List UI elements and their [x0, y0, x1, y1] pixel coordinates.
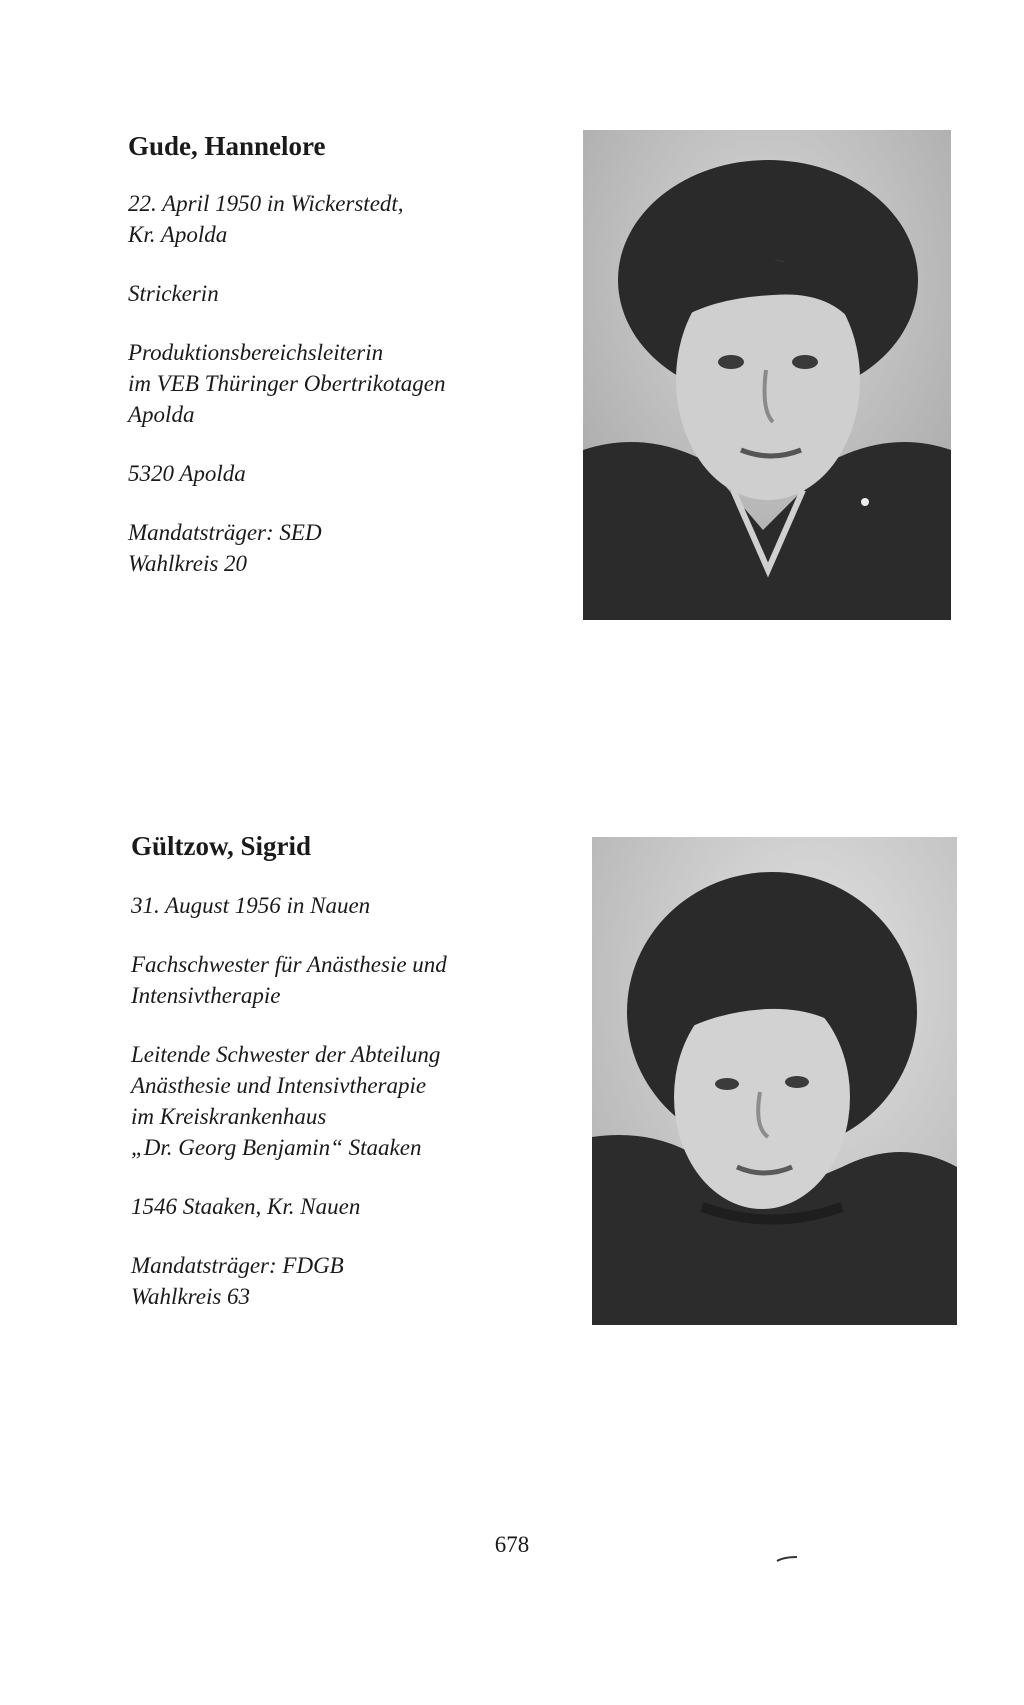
- position-line-1: Leitende Schwester der Abteilung: [131, 1042, 441, 1067]
- entry-gueltzow-text: [131, 830, 571, 1312]
- birth-line-1: 31. August 1956 in Nauen: [131, 893, 371, 918]
- mandate-line-1: Mandatsträger: FDGB: [131, 1253, 344, 1278]
- mandate-line-2: Wahlkreis 63: [131, 1284, 251, 1309]
- smudge-mark: [776, 1556, 798, 1562]
- entry-name: Gude, Hannelore: [128, 131, 326, 161]
- portrait-photo-gueltzow: [592, 837, 957, 1325]
- portrait-photo-icon: [592, 837, 957, 1325]
- position-line-2: Anästhesie und Intensivtherapie: [131, 1073, 427, 1098]
- portrait-photo-gude: [583, 130, 951, 620]
- address: 1546 Staaken, Kr. Nauen: [131, 1194, 361, 1219]
- position-line-3: im Kreiskrankenhaus: [131, 1104, 327, 1129]
- mandate-line-2: Wahlkreis 20: [128, 551, 248, 576]
- entry-gude-text: [128, 130, 568, 579]
- entry-name: Gültzow, Sigrid: [131, 831, 312, 861]
- position-line-4: „Dr. Georg Benjamin“ Staaken: [131, 1135, 422, 1160]
- profession: Strickerin: [128, 281, 219, 306]
- birth-line-2: Kr. Apolda: [128, 222, 228, 247]
- position-line-1: Produktionsbereichsleiterin: [128, 340, 384, 365]
- mandate-line-1: Mandatsträger: SED: [128, 520, 322, 545]
- address: 5320 Apolda: [128, 461, 246, 486]
- birth-line-1: 22. April 1950 in Wickerstedt,: [128, 191, 404, 216]
- position-line-2: im VEB Thüringer Obertrikotagen: [128, 371, 446, 396]
- profession-line-1: Fachschwester für Anästhesie und: [131, 952, 447, 977]
- profession-line-2: Intensivtherapie: [131, 983, 281, 1008]
- page-number: 678: [494, 1532, 530, 1557]
- portrait-photo-icon: [583, 130, 951, 620]
- position-line-3: Apolda: [128, 402, 195, 427]
